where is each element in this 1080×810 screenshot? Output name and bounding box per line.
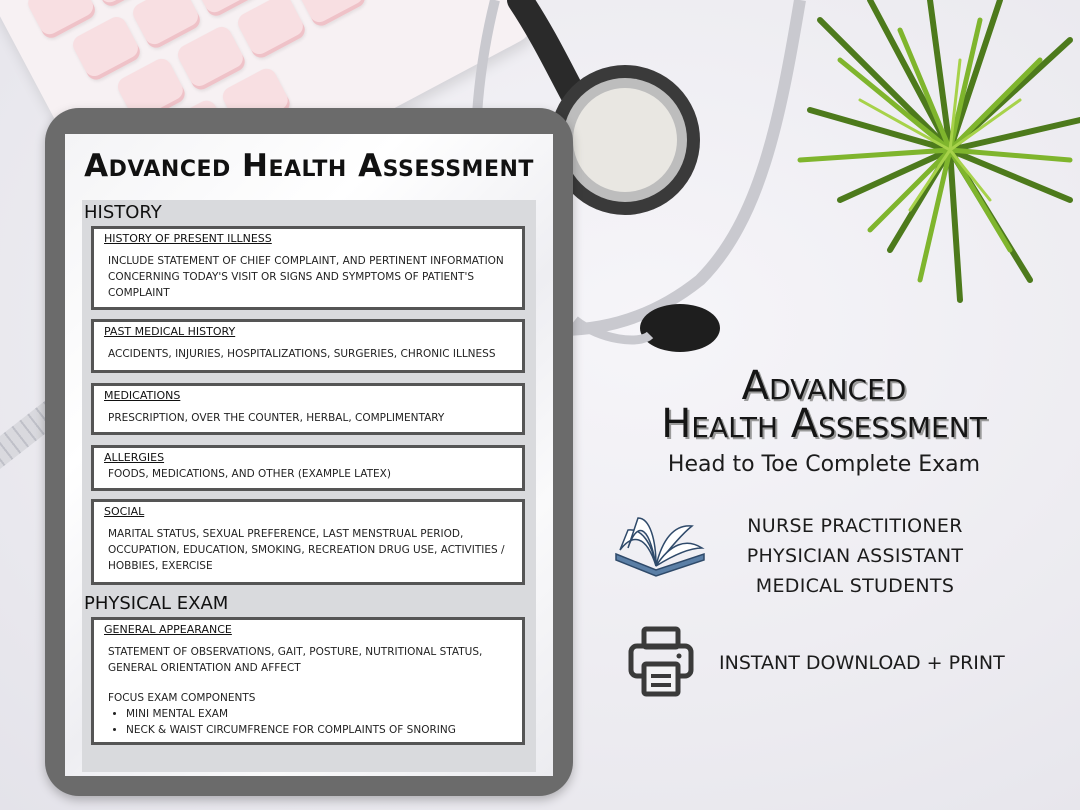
- card-text: FOODS, MEDICATIONS, AND OTHER (EXAMPLE LATEX): [108, 468, 391, 480]
- tablet-screen: [65, 134, 553, 776]
- card-social: [91, 499, 525, 585]
- list-item: • MINI MENTAL EXAM: [126, 706, 512, 722]
- card-allergies: [91, 445, 525, 491]
- audience-item-np: NURSE PRACTITIONER: [747, 515, 963, 537]
- tablet-frame: [45, 108, 573, 796]
- audience-item-students: MEDICAL STUDENTS: [755, 575, 955, 597]
- card-heading: SOCIAL: [104, 505, 145, 518]
- promo-title-line2: Health Assessment: [661, 401, 987, 447]
- card-heading: MEDICATIONS: [104, 389, 181, 402]
- card-medications: [91, 383, 525, 435]
- card-text: ACCIDENTS, INJURIES, HOSPITALIZATIONS, SURGERIES, CHRONIC ILLNESS: [108, 348, 496, 360]
- card-heading: GENERAL APPEARANCE: [104, 623, 232, 636]
- promo-subtitle: Head to Toe Complete Exam: [667, 452, 981, 477]
- promo-title-line1: Advanced: [741, 363, 907, 409]
- card-history-present-illness: [91, 226, 525, 310]
- card-text: STATEMENT OF OBSERVATIONS, GAIT, POSTURE, NUTRITIONAL STATUS, GENERAL ORIENTATION AND AFFECT: [108, 646, 483, 674]
- card-past-medical-history: [91, 319, 525, 373]
- card-text: MARITAL STATUS, SEXUAL PREFERENCE, LAST MENSTRUAL PERIOD, OCCUPATION, EDUCATION, SMOKING, RECREATION DRUG USE, ACTIVITIES / HOBBIES, EXERCISE: [108, 528, 505, 572]
- card-text: INCLUDE STATEMENT OF CHIEF COMPLAINT, AND PERTINENT INFORMATION CONCERNING TODAY'S VISIT OR SIGNS AND SYMPTOMS OF PATIENT'S COMPLAINT: [108, 255, 504, 299]
- card-heading: PAST MEDICAL HISTORY: [104, 325, 236, 338]
- focus-exam-label: FOCUS EXAM COMPONENTS: [108, 692, 256, 704]
- audience-item-pa: PHYSICIAN ASSISTANT: [746, 545, 964, 567]
- card-general-appearance: [91, 617, 525, 745]
- open-book-icon: [612, 514, 708, 580]
- list-item: • NECK & WAIST CIRCUMFRENCE FOR COMPLAINTS OF SNORING: [126, 722, 512, 738]
- card-heading: ALLERGIES: [104, 451, 165, 464]
- printer-icon: [628, 626, 694, 698]
- instant-download-label: INSTANT DOWNLOAD + PRINT: [719, 652, 1005, 674]
- history-section-label: HISTORY: [84, 202, 162, 223]
- document-title: Advanced Health Assessment: [84, 148, 534, 184]
- card-heading: HISTORY OF PRESENT ILLNESS: [104, 232, 272, 245]
- focus-exam-list: [104, 706, 512, 738]
- plant-photo: [780, 0, 1080, 320]
- card-text: PRESCRIPTION, OVER THE COUNTER, HERBAL, COMPLIMENTARY: [108, 412, 445, 424]
- physical-exam-section-label: PHYSICAL EXAM: [84, 593, 229, 614]
